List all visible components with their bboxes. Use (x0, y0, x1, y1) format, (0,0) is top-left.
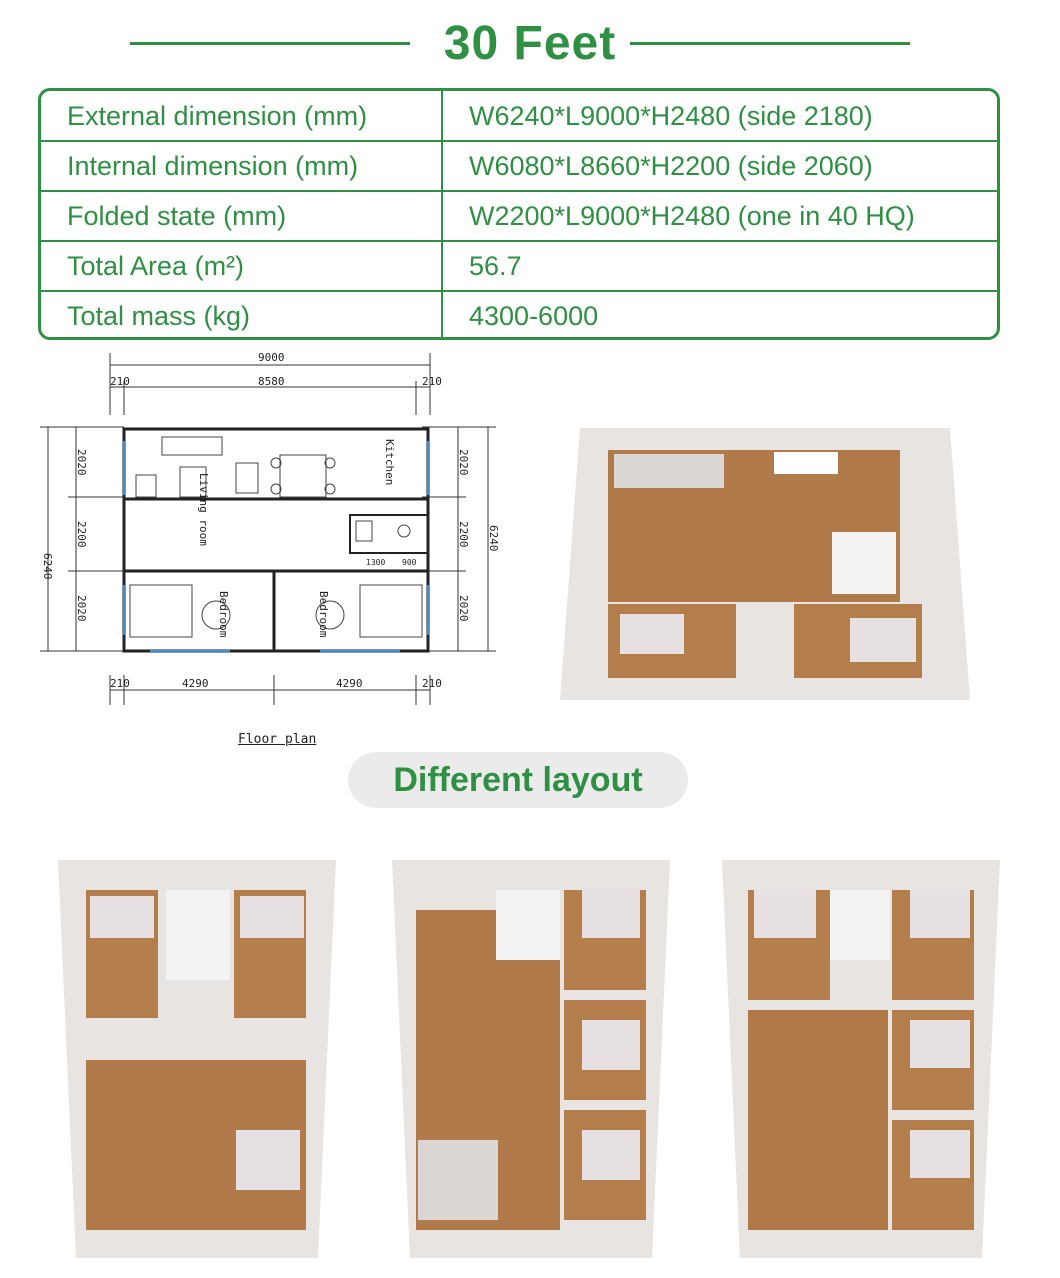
dim-bay-top-right: 2020 (457, 449, 470, 476)
dim-edge-bottom-left: 210 (110, 677, 130, 690)
dim-width-right: 6240 (487, 525, 500, 552)
main-render (560, 428, 970, 700)
dim-edge-left: 210 (110, 375, 130, 388)
room-bedroom-left: Bedroom (217, 591, 230, 638)
spec-table (38, 88, 1000, 340)
spec-row-area (41, 241, 997, 291)
dim-half-a: 4290 (182, 677, 209, 690)
spec-label: Folded state (mm) (67, 201, 287, 231)
dim-bay-top-left: 2020 (75, 449, 88, 476)
dim-bay-mid-right: 2200 (457, 521, 470, 548)
spec-label: External dimension (mm) (67, 101, 368, 131)
spec-label: Total Area (m²) (67, 251, 245, 281)
title-rule-right (630, 42, 910, 45)
dim-width-left: 6240 (41, 553, 54, 580)
dim-bath-b: 900 (402, 558, 417, 567)
dim-edge-right: 210 (422, 375, 442, 388)
spec-label: Total mass (kg) (67, 301, 251, 331)
room-bedroom-right: Bedroom (317, 591, 330, 638)
spec-value: 56.7 (469, 251, 522, 281)
layout-render-1 (58, 840, 336, 1258)
dim-total-length: 9000 (258, 351, 285, 364)
dim-edge-bottom-right: 210 (422, 677, 442, 690)
spec-row-internal (41, 141, 997, 191)
spec-value: W6080*L8660*H2200 (side 2060) (469, 151, 873, 181)
different-layout-heading: Different layout (348, 752, 688, 808)
spec-row-folded (41, 191, 997, 241)
spec-value: W2200*L9000*H2480 (one in 40 HQ) (469, 201, 915, 231)
title-row (0, 10, 1060, 74)
spec-value: 4300-6000 (469, 301, 599, 331)
dim-bay-bottom-right: 2020 (457, 595, 470, 622)
spec-row-external (41, 91, 997, 141)
spec-row-mass (41, 291, 997, 340)
dim-half-b: 4290 (336, 677, 363, 690)
room-kitchen: Kitchen (383, 439, 396, 486)
floor-plan-caption: Floor plan (238, 732, 317, 747)
spec-label: Internal dimension (mm) (67, 151, 359, 181)
room-living: Living room (197, 473, 210, 546)
dim-inner-length: 8580 (258, 375, 285, 388)
layout-render-3 (722, 840, 1000, 1258)
spec-value: W6240*L9000*H2480 (side 2180) (469, 101, 873, 131)
dim-bath-a: 1300 (366, 558, 386, 567)
page-title: 30 Feet (443, 17, 617, 70)
layout-render-2 (392, 840, 670, 1258)
dim-bay-mid-left: 2200 (75, 521, 88, 548)
dim-bay-bottom-left: 2020 (75, 595, 88, 622)
floor-plan (30, 345, 510, 765)
